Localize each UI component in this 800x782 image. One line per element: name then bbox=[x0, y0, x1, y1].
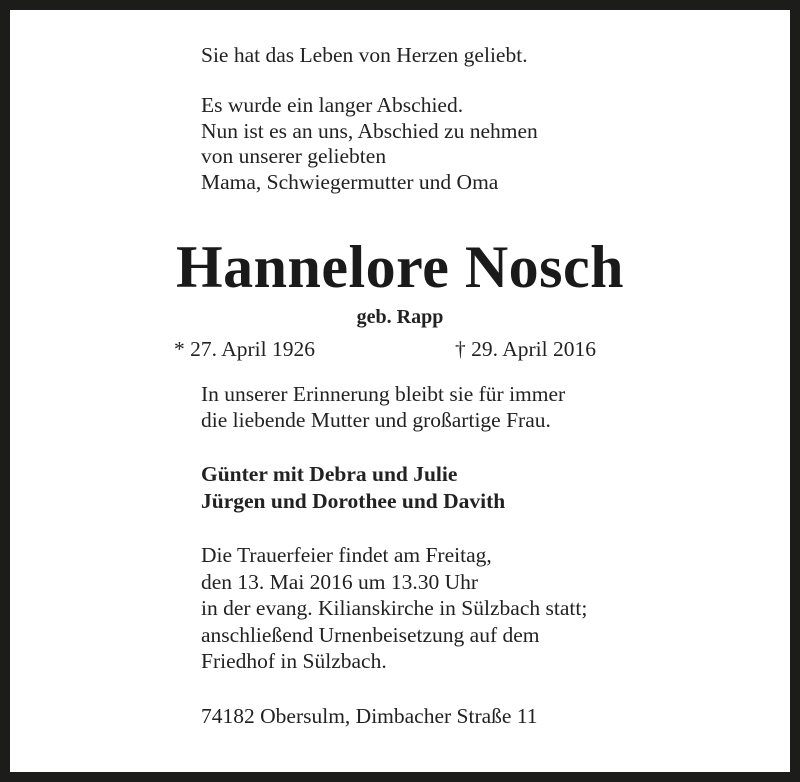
death-date: † 29. April 2016 bbox=[455, 337, 596, 361]
memory-line: die liebende Mutter und großartige Frau. bbox=[201, 408, 551, 432]
address-line: 74182 Obersulm, Dimbacher Straße 11 bbox=[201, 704, 538, 728]
service-line: den 13. Mai 2016 um 13.30 Uhr bbox=[201, 570, 479, 594]
memory-line: In unserer Erinnerung bleibt sie für immer bbox=[201, 382, 566, 406]
maiden-name: geb. Rapp bbox=[356, 306, 444, 328]
farewell-line: Es wurde ein langer Abschied. bbox=[201, 93, 464, 117]
service-line: in der evang. Kilianskirche in Sülzbach statt; bbox=[201, 596, 588, 620]
farewell-line: Mama, Schwiegermutter und Oma bbox=[201, 170, 499, 194]
service-line: anschließend Urnenbeisetzung auf dem bbox=[201, 623, 540, 647]
family-line: Günter mit Debra und Julie bbox=[201, 462, 458, 486]
service-line: Friedhof in Sülzbach. bbox=[201, 649, 387, 673]
deceased-name: Hannelore Nosch bbox=[175, 234, 625, 300]
birth-date: * 27. April 1926 bbox=[174, 337, 315, 361]
service-line: Die Trauerfeier findet am Freitag, bbox=[201, 543, 492, 567]
obituary-notice bbox=[10, 10, 790, 772]
intro-line: Sie hat das Leben von Herzen geliebt. bbox=[201, 43, 528, 67]
farewell-line: Nun ist es an uns, Abschied zu nehmen bbox=[201, 119, 538, 143]
family-line: Jürgen und Dorothee und Davith bbox=[201, 489, 506, 513]
farewell-line: von unserer geliebten bbox=[201, 144, 387, 168]
